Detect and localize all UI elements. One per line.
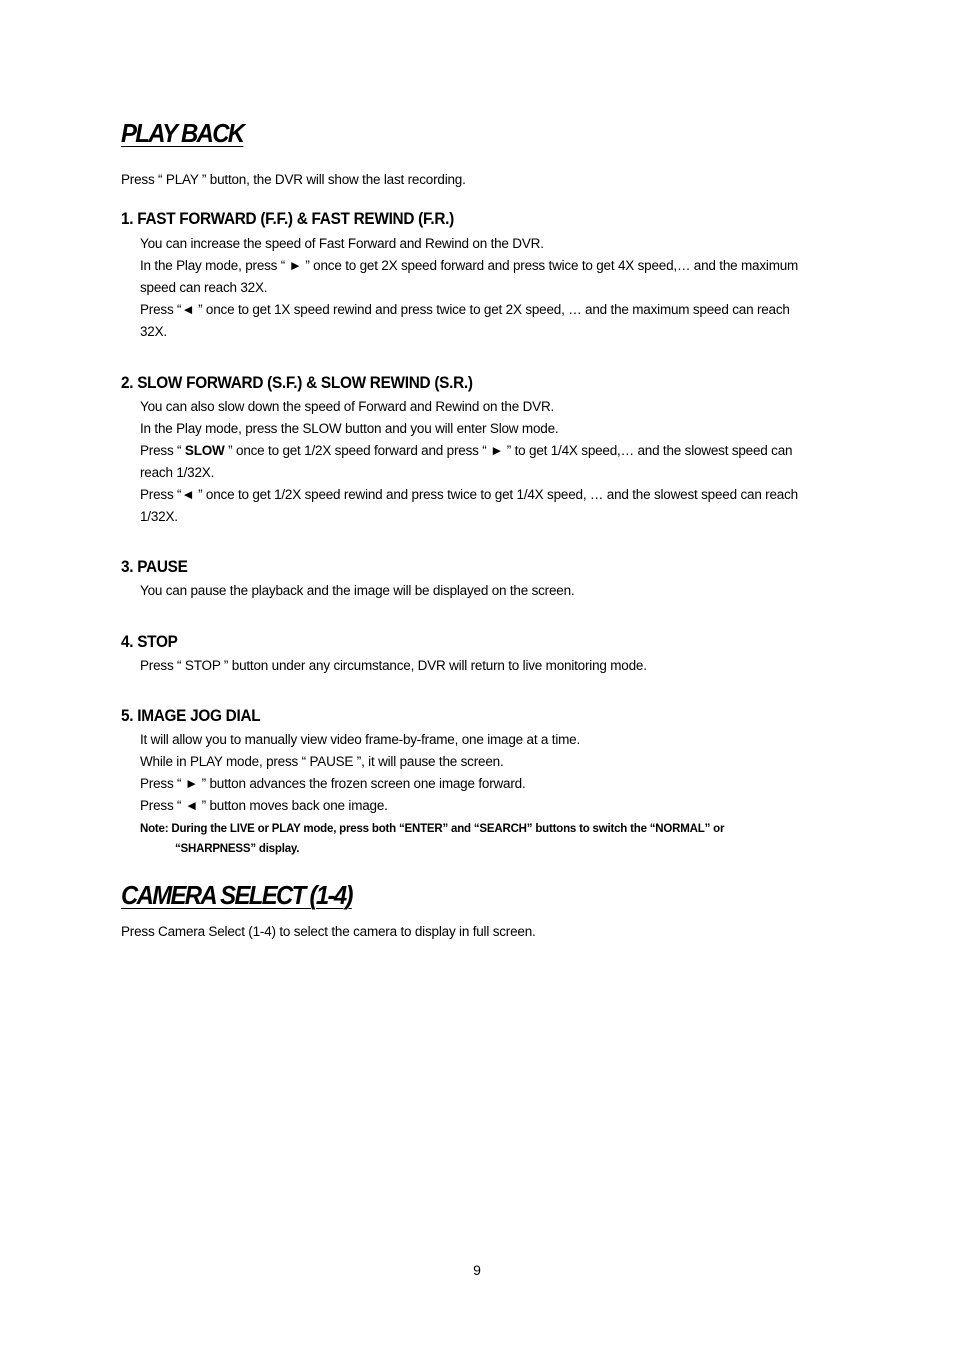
fast-forward-line: In the Play mode, press “ ► ” once to get 2X speed forward and press twice to get 4X speed,… and the maximum: [140, 258, 799, 273]
slow-forward-line: 1/32X.: [140, 509, 178, 524]
fast-forward-line: speed can reach 32X.: [140, 280, 268, 295]
slow-forward-heading: 2. SLOW FORWARD (S.F.) & SLOW REWIND (S.R.): [121, 374, 473, 392]
slow-forward-line: In the Play mode, press the SLOW button and you will enter Slow mode.: [140, 421, 559, 436]
jog-dial-body: [140, 729, 840, 817]
slow-line-suffix: ” once to get 1/2X speed forward and press “ ► ” to get 1/4X speed,… and the slowest speed can: [224, 443, 793, 458]
jog-dial-line: While in PLAY mode, press “ PAUSE ”, it will pause the screen.: [140, 754, 504, 769]
jog-dial-line: Press “ ► ” button advances the frozen screen one image forward.: [140, 776, 526, 791]
note-line: Note: During the LIVE or PLAY mode, press both “ENTER” and “SEARCH” buttons to switch the “NORMAL” or: [140, 823, 725, 835]
fast-forward-line: 32X.: [140, 324, 167, 339]
note-line: “SHARPNESS” display.: [175, 843, 300, 855]
slow-forward-line: [140, 440, 840, 462]
slow-forward-line: reach 1/32X.: [140, 465, 215, 480]
fast-forward-body: [140, 233, 840, 343]
stop-line: Press “ STOP ” button under any circumstance, DVR will return to live monitoring mode.: [140, 658, 647, 673]
jog-dial-line: Press “ ◄ ” button moves back one image.: [140, 798, 388, 813]
slow-keyword: SLOW: [184, 443, 225, 458]
play-back-intro: Press “ PLAY ” button, the DVR will show the last recording.: [121, 172, 466, 187]
page-number: 9: [473, 1262, 481, 1278]
play-back-title: PLAY BACK: [121, 118, 244, 148]
pause-heading: 3. PAUSE: [121, 558, 188, 576]
fast-forward-line: You can increase the speed of Fast Forward and Rewind on the DVR.: [140, 236, 544, 251]
pause-body: [140, 580, 840, 602]
stop-heading: 4. STOP: [121, 633, 178, 651]
display-mode-note: [140, 819, 724, 859]
camera-select-intro: Press Camera Select (1-4) to select the camera to display in full screen.: [121, 924, 536, 939]
pause-line: You can pause the playback and the image will be displayed on the screen.: [140, 583, 575, 598]
camera-select-title: CAMERA SELECT (1-4): [121, 880, 352, 910]
slow-forward-line: Press “◄ ” once to get 1/2X speed rewind and press twice to get 1/4X speed, … and the slowest speed can reach: [140, 487, 798, 502]
fast-forward-heading: 1. FAST FORWARD (F.F.) & FAST REWIND (F.R.): [121, 210, 454, 228]
stop-body: [140, 655, 840, 677]
jog-dial-heading: 5. IMAGE JOG DIAL: [121, 707, 261, 725]
slow-forward-line: You can also slow down the speed of Forward and Rewind on the DVR.: [140, 399, 555, 414]
jog-dial-line: It will allow you to manually view video frame-by-frame, one image at a time.: [140, 732, 581, 747]
slow-line-prefix: Press “: [140, 443, 185, 458]
slow-forward-body: [140, 396, 840, 528]
fast-forward-line: Press “◄ ” once to get 1X speed rewind and press twice to get 2X speed, … and the maximum speed can reach: [140, 302, 790, 317]
